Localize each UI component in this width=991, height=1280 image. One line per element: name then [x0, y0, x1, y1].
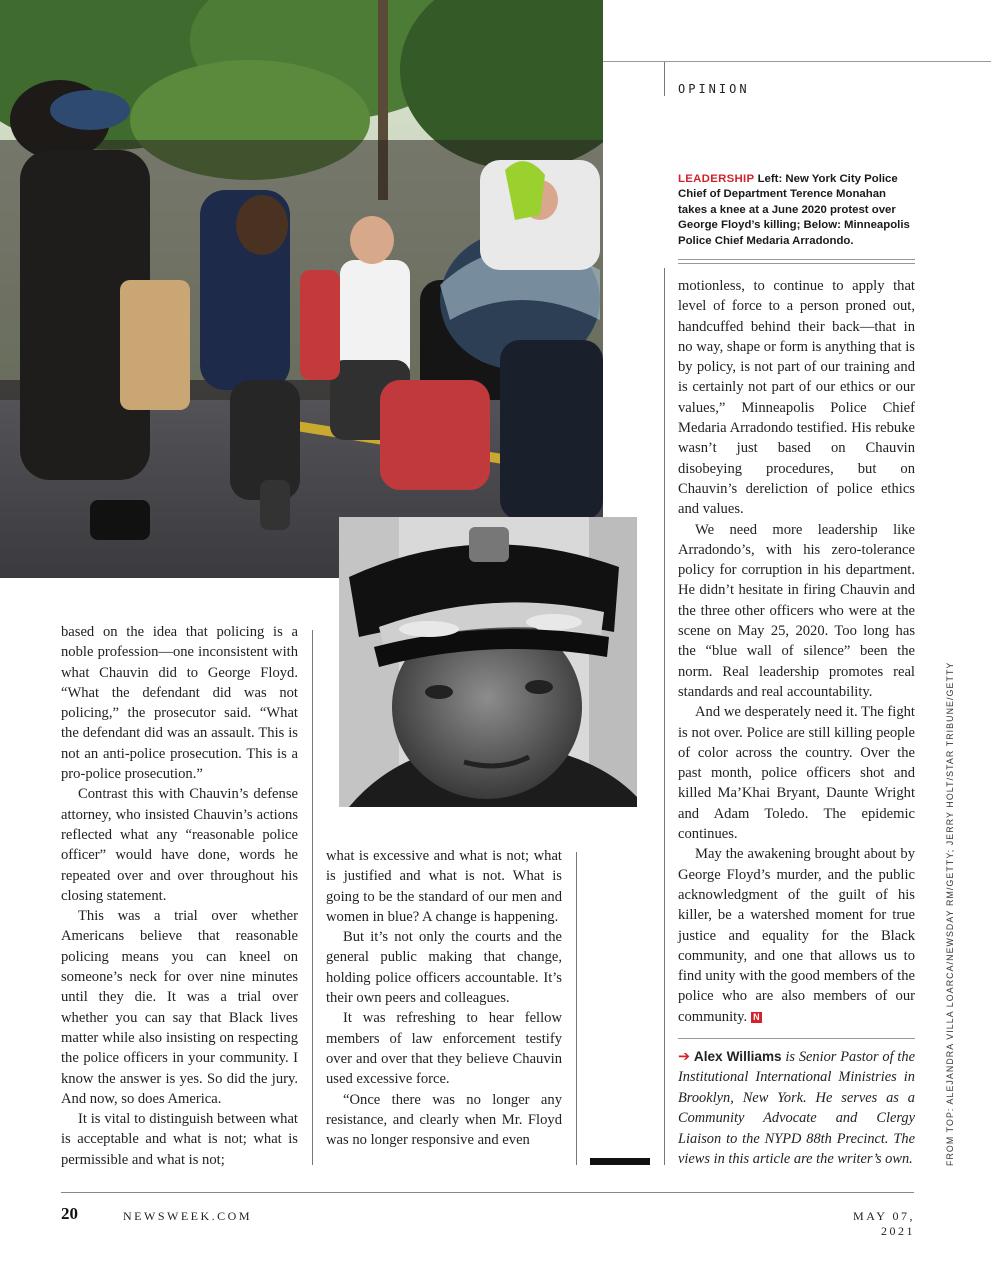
issue-date: MAY 07, 2021 — [853, 1209, 915, 1238]
column-divider — [312, 630, 313, 1165]
paragraph: But it’s not only the courts and the general public making that change, holding police officers accountable. It’s their own peers and colleagues. — [326, 929, 562, 1007]
article-column-3 — [678, 276, 915, 1027]
paragraph: We need more leadership like Arradondo’s, with his zero-tolerance policy for corruption in his department. He didn’t hesitate in firing Chauvin and the three other officers who were at the scene on May 25, 2020. Too long has the “blue wall of silence” been the norm. Real leadership promotes real standards and real accountability. — [678, 521, 915, 700]
paragraph: what is excessive and what is not; what is justified and what is not. What is going to be the standard of our men and women in blue? A change is happening. — [326, 848, 562, 925]
paragraph: It was refreshing to hear fellow members of law enforcement testify over and over that they believe Chauvin used excessive force. — [326, 1010, 562, 1088]
bio-divider — [678, 1038, 915, 1039]
paragraph: And we desperately need it. The fight is not over. Police are still killing people of color across the country. Over the past month, police officers shot and killed Ma’Khai Bryant, Daunte Wright and Adam Toledo. The epidemic continues. — [678, 704, 915, 843]
paragraph: It is vital to distinguish between what is acceptable and what is not; what is permissible and what is not; — [61, 1111, 298, 1168]
column-divider — [576, 852, 577, 1165]
author-bio — [678, 1047, 915, 1169]
end-mark-icon: N — [751, 1012, 762, 1023]
publication-name: NEWSWEEK.COM — [123, 1209, 252, 1223]
section-divider — [664, 62, 665, 96]
author-bio-text: is Senior Pastor of the Institutional International Ministries in Brooklyn, New York. He serves as a Community Advocate and Clergy Liaison to the NYPD 88th Precinct. The views in this article are the writer’s own. — [678, 1049, 915, 1168]
decorative-bar — [590, 1158, 650, 1165]
caption-text: Left: New York City Police Chief of Department Terence Monahan takes a knee at a June 2020 protest over George Floyd’s killing; Below: Minneapolis Police Chief Medaria Arradondo. — [678, 173, 910, 247]
paragraph-text: May the awakening brought about by George Floyd’s murder, and the public acknowledgment of the guilt of his killer, be a watershed moment for true justice and equality for the Black community, and one that allows us to find unity with the good members of the police who are also members of our community. — [678, 846, 915, 1025]
paragraph: based on the idea that policing is a noble profession—one inconsistent with what Chauvin did to George Floyd. “What the defendant did was not policing,” the prosecutor said. “What the defendant did was an assault. This is not an anti-police prosecution. This is a pro-police prosecution.” — [61, 624, 298, 783]
article-column-1 — [61, 622, 298, 1170]
paragraph: “Once there was no longer any resistance, and clearly when Mr. Floyd was no longer responsive and even — [326, 1091, 562, 1149]
photo-credit: FROM TOP: ALEJANDRA VILLA LOARCA/NEWSDAY RM/GETTY; JERRY HOLT/STAR TRIBUNE/GETTY — [945, 661, 955, 1166]
arrow-right-icon: ➔ — [678, 1049, 691, 1065]
photo-caption — [678, 172, 918, 249]
paragraph: motionless, to continue to apply that level of force to a person proned out, handcuffed behind their back—that in no way, shape or form is anything that is by policy, is not part of our training and is certainly not part of our ethics or our values,” Minneapolis Police Chief Medaria Arradondo testified. His rebuke wasn’t just based on Chauvin disobeying procedures, but on Chauvin’s dereliction of police ethics and values. — [678, 278, 915, 518]
section-top-rule — [603, 61, 991, 62]
caption-divider — [678, 259, 915, 264]
footer-divider — [61, 1192, 914, 1193]
page-number: 20 — [61, 1204, 78, 1223]
portrait-photo — [339, 517, 637, 807]
paragraph: This was a trial over whether Americans believe that reasonable policing means you can kneel on someone’s neck for over nine minutes until they die. It was a trial over whether you can say that Black lives matter while also insisting on respecting the police officers in your community. I know the answer is yes. So did the jury. And now, so does America. — [61, 908, 298, 1107]
paragraph — [678, 844, 915, 1027]
paragraph: Contrast this with Chauvin’s defense attorney, who insisted Chauvin’s actions reflected what any “reasonable police officer” would have done, words he repeated over and over throughout his closing statement. — [61, 786, 298, 904]
author-name: Alex Williams — [693, 1049, 782, 1064]
article-column-2 — [326, 846, 562, 1150]
caption-kicker: LEADERSHIP — [678, 173, 755, 185]
column-divider — [664, 268, 665, 1165]
section-label: OPINION — [678, 82, 750, 96]
protest-photo — [0, 0, 603, 578]
